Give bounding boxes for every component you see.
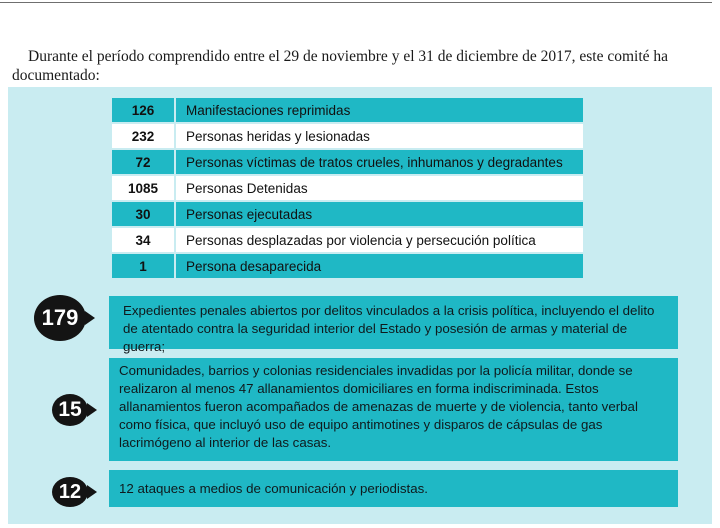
stat-number: 232 bbox=[111, 123, 175, 149]
stats-row bbox=[111, 201, 584, 227]
stats-row bbox=[111, 175, 584, 201]
callout-invaded-communities: Comunidades, barrios y colonias residenciales invadidas por la policía militar, donde se realizaron al menos 47 allanamientos domiciliares en forma indiscriminada. Estos allanamientos fueron acompañados de amenazas de muerte y de violencia, tanto verbal como física, que incluyó uso de equipo antimotines y disparos de cápsulas de gas lacrimógeno al interior de las casas. bbox=[109, 358, 678, 461]
badge-15: 15 bbox=[52, 394, 88, 426]
top-rule bbox=[0, 2, 712, 3]
stat-label: Personas ejecutadas bbox=[175, 201, 584, 227]
stats-table bbox=[110, 96, 585, 280]
stat-label: Personas heridas y lesionadas bbox=[175, 123, 584, 149]
badge-12: 12 bbox=[52, 477, 88, 507]
stat-number: 1085 bbox=[111, 175, 175, 201]
stats-row bbox=[111, 227, 584, 253]
stat-number: 72 bbox=[111, 149, 175, 175]
stat-number: 34 bbox=[111, 227, 175, 253]
stat-label: Personas Detenidas bbox=[175, 175, 584, 201]
stats-row bbox=[111, 123, 584, 149]
stat-number: 1 bbox=[111, 253, 175, 279]
stat-number: 30 bbox=[111, 201, 175, 227]
callout-media-attacks: 12 ataques a medios de comunicación y periodistas. bbox=[109, 470, 678, 507]
stat-label: Persona desaparecida bbox=[175, 253, 584, 279]
stats-row bbox=[111, 97, 584, 123]
badge-179: 179 bbox=[34, 295, 86, 341]
callout-criminal-cases: Expedientes penales abiertos por delitos vinculados a la crisis política, incluyendo el delito de atentado contra la seguridad interior del Estado y posesión de armas y material de guerra; bbox=[109, 296, 678, 349]
intro-paragraph: Durante el período comprendido entre el 29 de noviembre y el 31 de diciembre de 2017, este comité ha documentado: bbox=[12, 47, 669, 84]
stat-label: Personas desplazadas por violencia y persecución política bbox=[175, 227, 584, 253]
stats-row bbox=[111, 149, 584, 175]
stats-row bbox=[111, 253, 584, 279]
stat-label: Manifestaciones reprimidas bbox=[175, 97, 584, 123]
stat-number: 126 bbox=[111, 97, 175, 123]
stat-label: Personas víctimas de tratos crueles, inhumanos y degradantes bbox=[175, 149, 584, 175]
